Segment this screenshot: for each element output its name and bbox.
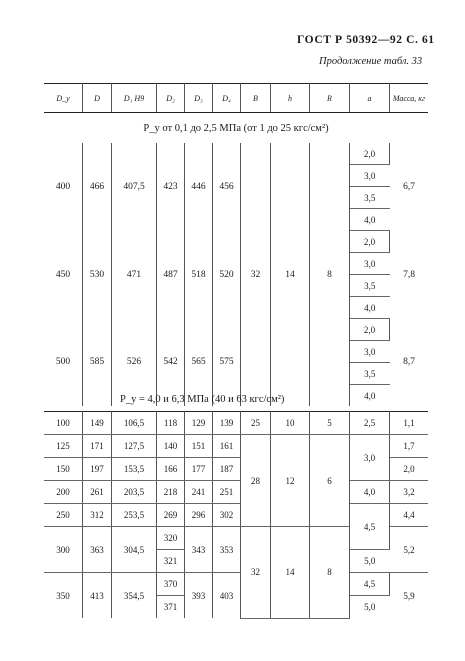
cell-dy: 125 <box>44 435 83 458</box>
cell-a: 3,5 <box>350 275 390 297</box>
cell-d1: 304,5 <box>112 527 157 573</box>
cell-d3: 565 <box>185 319 213 407</box>
cell-dy: 400 <box>44 143 83 231</box>
cell-d1: 106,5 <box>112 412 157 435</box>
cell-r: 5 <box>310 412 350 435</box>
cell-a: 2,0 <box>350 143 390 165</box>
cell-d3: 518 <box>185 231 213 319</box>
cell-a: 5,0 <box>364 602 376 612</box>
cell-d: 171 <box>83 435 112 458</box>
cell-mass: 3,2 <box>390 481 429 504</box>
cell-d3: 151 <box>185 435 213 458</box>
cell-d: 312 <box>83 504 112 527</box>
cell-mass: 4,4 <box>390 504 429 527</box>
col-header-dy: D_y <box>44 84 83 113</box>
cell-h: 14 <box>271 527 310 619</box>
cell-dy: 500 <box>44 319 83 407</box>
cell-dy: 150 <box>44 458 83 481</box>
cell-d3: 296 <box>185 504 213 527</box>
cell-d: 363 <box>83 527 112 573</box>
cell-d2: 118 <box>157 412 185 435</box>
cell-a: 3,5 <box>350 187 390 209</box>
cell-d1: 253,5 <box>112 504 157 527</box>
cell-d4: 403 <box>213 573 241 619</box>
col-header-d2: D₂ <box>157 84 185 113</box>
cell-d3: 446 <box>185 143 213 231</box>
cell-d3: 343 <box>185 527 213 573</box>
cell-dy: 300 <box>44 527 83 573</box>
cell-d: 466 <box>83 143 112 231</box>
cell-b: 32 <box>241 143 271 406</box>
cell-a: 2,5 <box>350 412 390 435</box>
cell-d2: 371 <box>157 596 185 619</box>
cell-r: 8 <box>310 143 350 406</box>
cell-d2: 269 <box>157 504 185 527</box>
cell-mass: 7,8 <box>403 269 415 280</box>
cell-d3: 177 <box>185 458 213 481</box>
cell-h: 14 <box>271 143 310 406</box>
cell-a: 3,0 <box>350 165 390 187</box>
cell-mass: 5,9 <box>403 590 415 601</box>
cell-mass: 6,7 <box>403 181 415 192</box>
cell-d2: 321 <box>157 550 185 573</box>
cell-d4: 187 <box>213 458 241 481</box>
cell-d4: 353 <box>213 527 241 573</box>
cell-d1: 127,5 <box>112 435 157 458</box>
cell-d1: 354,5 <box>112 573 157 619</box>
cell-d4: 456 <box>213 143 241 231</box>
cell-h: 10 <box>271 412 310 435</box>
cell-d1: 153,5 <box>112 458 157 481</box>
cell-d2: 320 <box>157 527 185 550</box>
cell-d: 413 <box>83 573 112 619</box>
cell-d2: 218 <box>157 481 185 504</box>
cell-d: 197 <box>83 458 112 481</box>
cell-d2: 370 <box>157 573 185 596</box>
cell-d4: 302 <box>213 504 241 527</box>
cell-a: 4,0 <box>364 390 376 401</box>
cell-d: 585 <box>83 319 112 407</box>
col-header-b: B <box>241 84 271 113</box>
cell-a: 2,0 <box>350 319 390 341</box>
cell-mass: 8,7 <box>403 357 415 368</box>
cell-dy: 250 <box>44 504 83 527</box>
cell-a: 4,5 <box>350 573 390 596</box>
cell-b: 28 <box>241 435 271 527</box>
cell-d4: 520 <box>213 231 241 319</box>
cell-d2: 542 <box>157 319 185 407</box>
cell-d4: 251 <box>213 481 241 504</box>
cell-d4: 575 <box>213 319 241 407</box>
table-header-row <box>44 84 428 113</box>
col-header-d: D <box>83 84 112 113</box>
col-header-d4: D₄ <box>213 84 241 113</box>
cell-r: 8 <box>310 527 350 619</box>
cell-mass: 2,0 <box>390 458 429 481</box>
cell-a: 4,5 <box>350 504 390 550</box>
cell-d: 530 <box>83 231 112 319</box>
cell-d2: 140 <box>157 435 185 458</box>
cell-a: 4,0 <box>350 297 390 319</box>
cell-d1: 407,5 <box>112 143 157 231</box>
table-continuation-note: Продолжение табл. 33 <box>319 56 423 67</box>
cell-mass: 1,1 <box>390 412 429 435</box>
cell-mass: 5,2 <box>390 527 429 573</box>
cell-d2: 487 <box>157 231 185 319</box>
cell-d1: 526 <box>112 319 157 407</box>
cell-d3: 129 <box>185 412 213 435</box>
cell-r: 6 <box>310 435 350 527</box>
table-section-2 <box>44 411 428 619</box>
cell-dy: 450 <box>44 231 83 319</box>
col-header-d3: D₃ <box>185 84 213 113</box>
cell-a: 4,0 <box>350 481 390 504</box>
section-2-pressure-title: P_y = 4,0 и 6,3 МПа (40 и 63 кгс/см²) <box>120 394 285 405</box>
col-header-d1: D₁ H9 <box>112 84 157 113</box>
cell-mass: 1,7 <box>390 435 429 458</box>
section-1-pressure-title: P_y от 0,1 до 2,5 МПа (от 1 до 25 кгс/см²) <box>143 122 329 134</box>
cell-d3: 241 <box>185 481 213 504</box>
cell-dy: 350 <box>44 573 83 619</box>
cell-a: 3,5 <box>350 363 390 385</box>
cell-dy: 100 <box>44 412 83 435</box>
cell-h: 12 <box>271 435 310 527</box>
cell-d3: 393 <box>185 573 213 619</box>
cell-d: 149 <box>83 412 112 435</box>
cell-d4: 161 <box>213 435 241 458</box>
cell-a: 2,0 <box>350 231 390 253</box>
cell-a: 3,0 <box>350 341 390 363</box>
cell-d1: 471 <box>112 231 157 319</box>
cell-a: 4,0 <box>350 209 390 231</box>
standard-header: ГОСТ Р 50392—92 С. 61 <box>297 34 435 46</box>
col-header-h: h <box>271 84 310 113</box>
cell-d4: 139 <box>213 412 241 435</box>
cell-d1: 203,5 <box>112 481 157 504</box>
cell-b: 25 <box>241 412 271 435</box>
cell-a: 3,0 <box>350 253 390 275</box>
cell-a: 5,0 <box>350 550 390 573</box>
cell-d: 261 <box>83 481 112 504</box>
col-header-mass: Масса, кг <box>390 84 429 113</box>
cell-a: 3,0 <box>350 435 390 481</box>
col-header-a: a <box>350 84 390 113</box>
cell-b: 32 <box>241 527 271 619</box>
cell-d2: 166 <box>157 458 185 481</box>
cell-dy: 200 <box>44 481 83 504</box>
col-header-r: R <box>310 84 350 113</box>
table-section-1 <box>44 83 428 406</box>
cell-d2: 423 <box>157 143 185 231</box>
